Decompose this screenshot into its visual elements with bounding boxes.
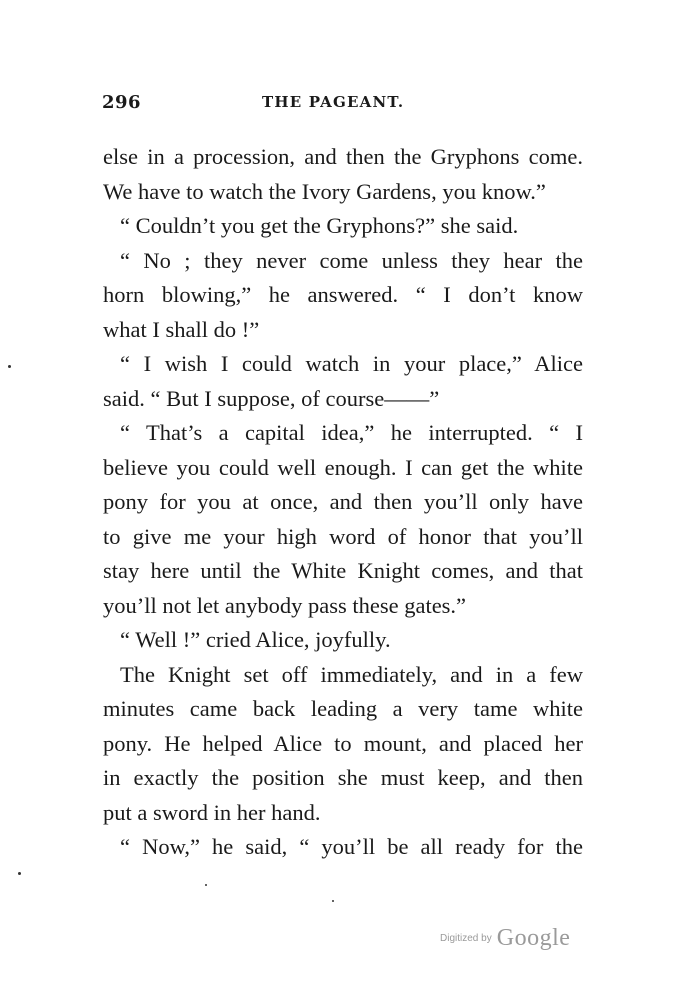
text-line: “ I wish I could watch in your place,” Alice (120, 351, 583, 376)
text-line: put a sword in her hand. (103, 799, 321, 825)
text-line: believe you could well enough. I can get the white (103, 454, 583, 480)
margin-speck (18, 872, 21, 875)
margin-speck (8, 365, 11, 368)
text-line: said. “ But I suppose, of course——” (103, 385, 440, 411)
margin-speck (332, 900, 334, 902)
text-line: “ That’s a capital idea,” he interrupted. “ I (120, 420, 583, 445)
text-line: horn blowing,” he answered. “ I don’t know (103, 282, 583, 307)
text-line: The Knight set off immediately, and in a few (120, 661, 583, 687)
text-line: “ No ; they never come unless they hear the (120, 247, 583, 273)
text-line: to give me your high word of honor that you’ll (103, 523, 583, 549)
watermark-prefix: Digitized by (440, 933, 492, 944)
running-head (102, 92, 584, 116)
chapter-title: THE PAGEANT. (262, 93, 405, 111)
margin-speck (205, 884, 207, 886)
text-line: what I shall do !” (103, 316, 260, 342)
text-line: “ Well !” cried Alice, joyfully. (120, 627, 391, 652)
page-number: 296 (102, 92, 142, 113)
body-text (103, 140, 583, 865)
text-line: pony for you at once, and then you’ll only have (103, 489, 583, 514)
text-line: minutes came back leading a very tame white (103, 696, 583, 721)
text-line: in exactly the position she must keep, and then (103, 765, 583, 790)
digitized-by-google-watermark (440, 925, 570, 955)
text-line: pony. He helped Alice to mount, and placed her (103, 730, 583, 756)
text-line: We have to watch the Ivory Gardens, you know.” (103, 178, 546, 204)
text-line: else in a procession, and then the Gryphons come. (103, 144, 583, 169)
text-line: “ Couldn’t you get the Gryphons?” she said. (120, 213, 519, 238)
text-line: stay here until the White Knight comes, and that (103, 558, 583, 583)
text-line: you’ll not let anybody pass these gates.” (103, 592, 467, 618)
google-logo: Google (496, 925, 571, 951)
text-line: “ Now,” he said, “ you’ll be all ready for the (120, 834, 583, 859)
